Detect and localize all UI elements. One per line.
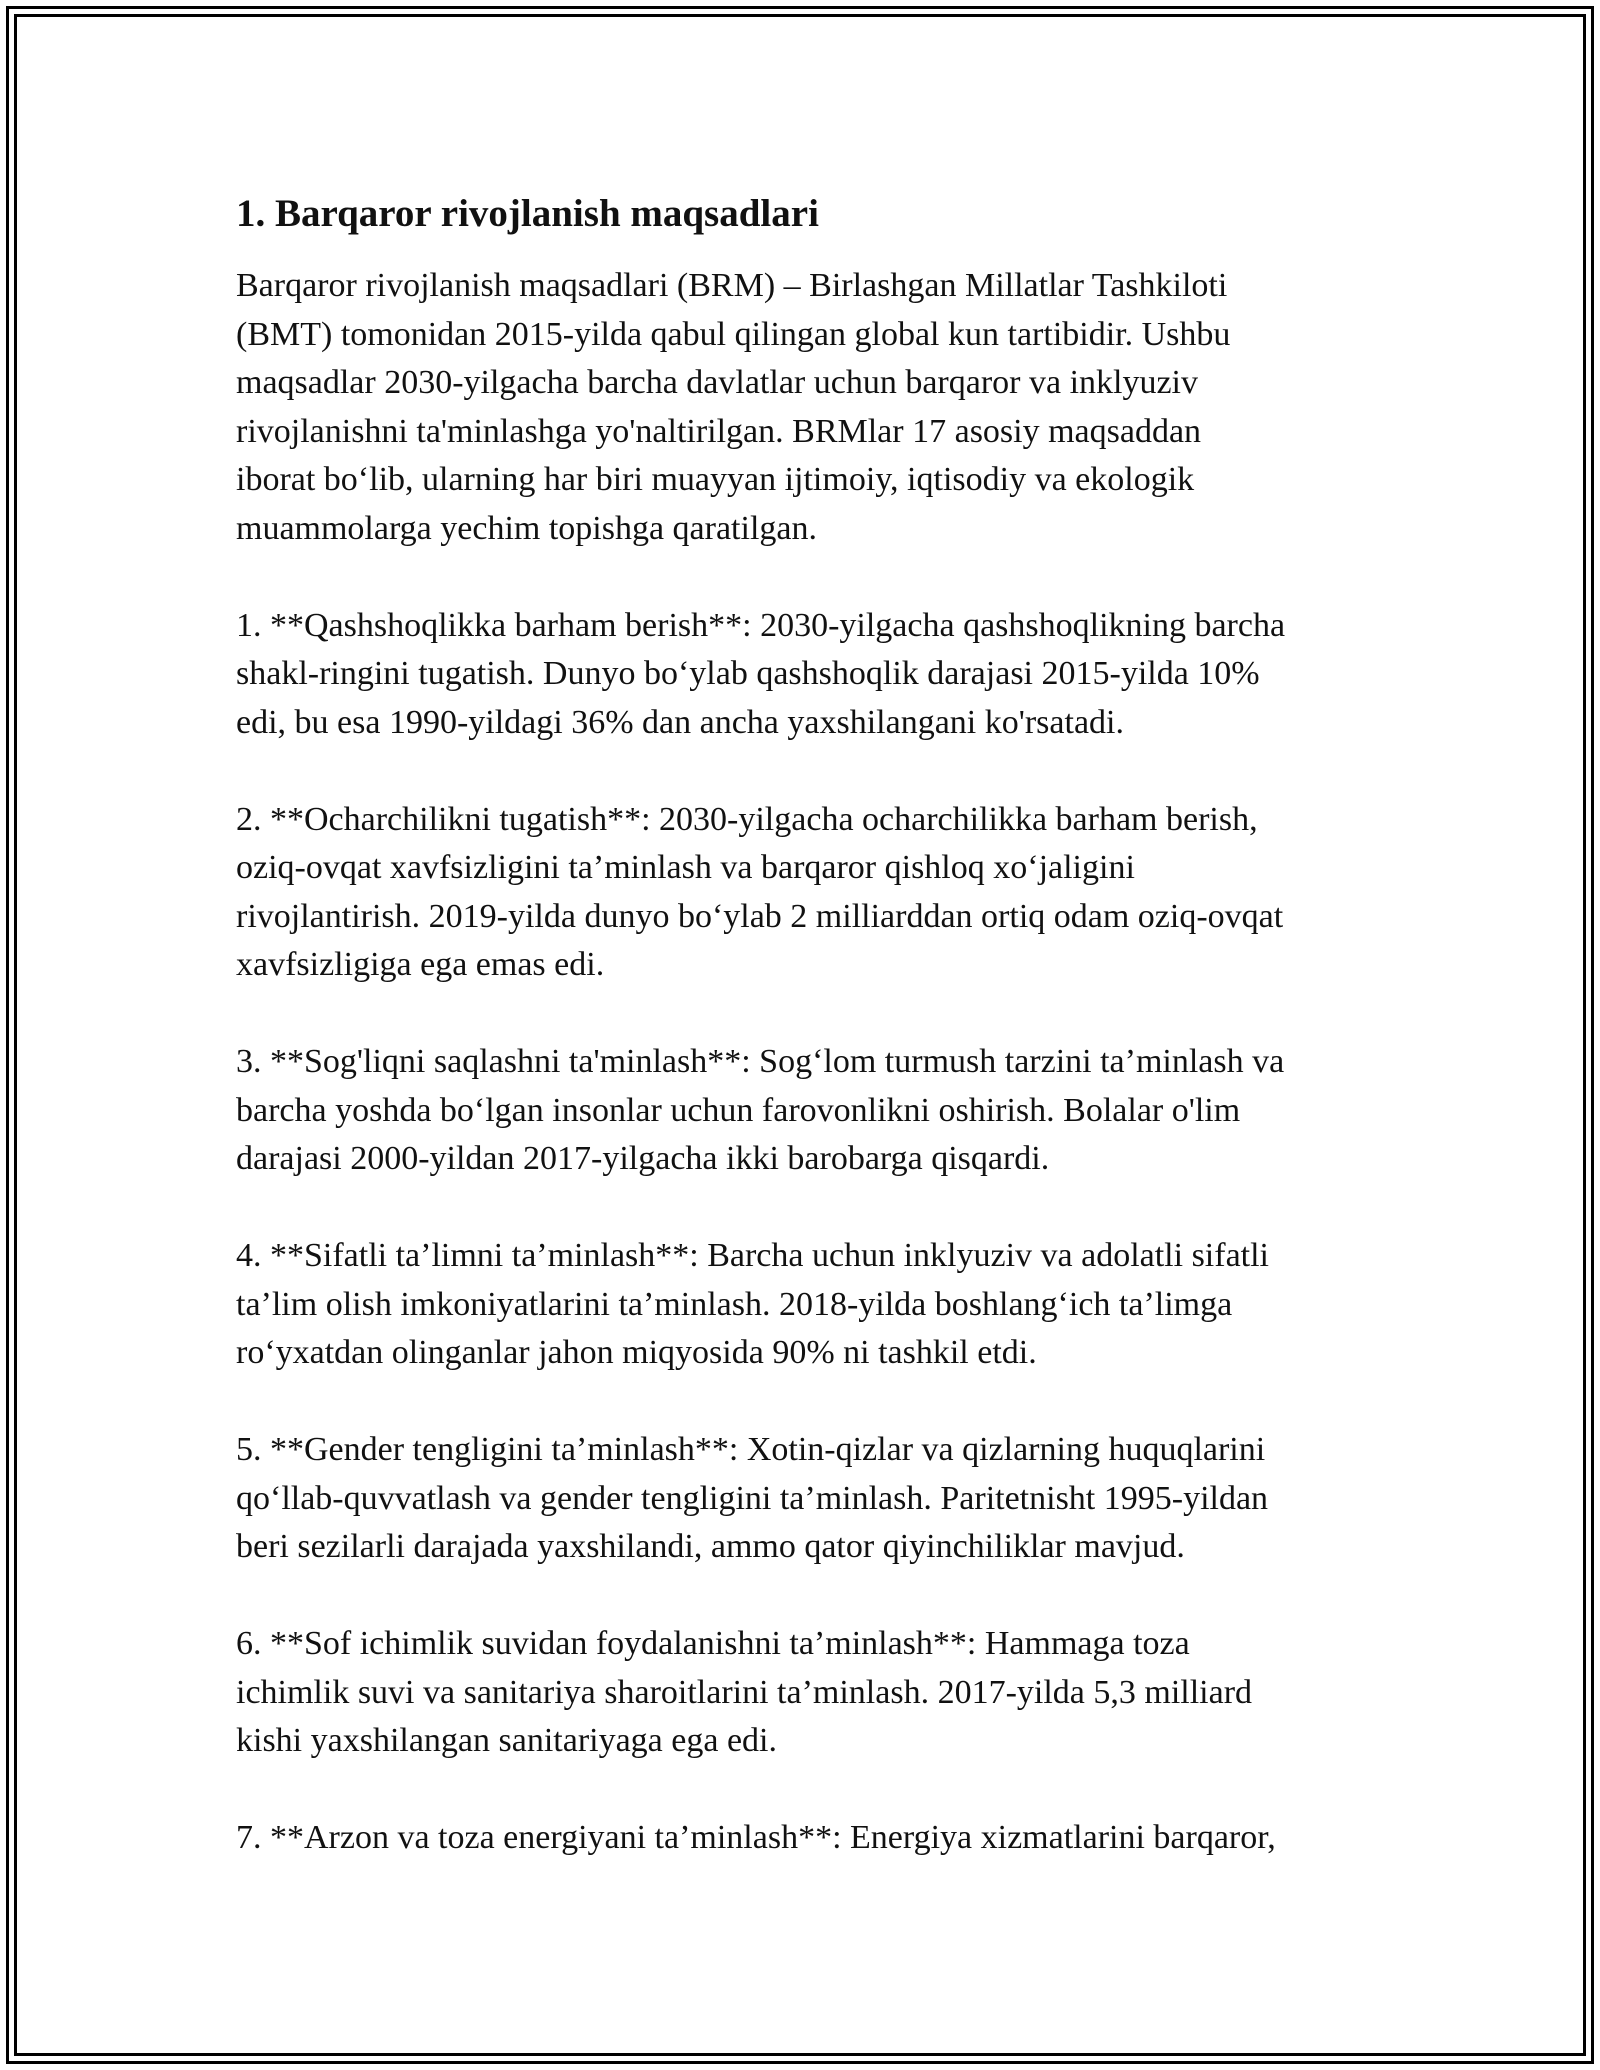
goal-6-paragraph: 6. **Sof ichimlik suvidan foydalanishni ta’minlash**: Hammaga toza ichimlik suvi va sanitariya sharoitlarini ta’minlash. 2017-yilda 5,3 milliard kishi yaxshilangan sanitariyaga ega edi.: [236, 1625, 1253, 1759]
goal-4-paragraph: 4. **Sifatli ta’limni ta’minlash**: Barcha uchun inklyuziv va adolatli sifatli ta’lim olish imkoniyatlarini ta’minlash. 2018-yilda boshlang‘ich ta’limga ro‘yxatdan olinganlar jahon miqyosida 90% ni tashkil etdi.: [236, 1237, 1269, 1371]
section-heading: 1. Barqaror rivojlanish maqsadlari: [236, 192, 819, 235]
goal-2-paragraph: 2. **Ocharchilikni tugatish**: 2030-yilgacha ocharchilikka barham berish, oziq-ovqat xavfsizligini ta’minlash va barqaror qishloq xo‘jaligini rivojlantirish. 2019-yilda dunyo bo‘ylab 2 milliarddan ortiq odam oziq-ovqat xavfsizligiga ega emas edi.: [236, 800, 1284, 983]
intro-paragraph: Barqaror rivojlanish maqsadlari (BRM) – Birlashgan Millatlar Tashkiloti (BMT) tomonidan 2015-yilda qabul qilingan global kun tartibidir. Ushbu maqsadlar 2030-yilgacha barcha davlatlar uchun barqaror va inklyuziv rivojlanishni ta'minlashga yo'naltirilgan. BRMlar 17 asosiy maqsaddan iborat bo‘lib, ularning har biri muayyan ijtimoiy, iqtisodiy va ekologik muammolarga yechim topishga qaratilgan.: [236, 267, 1231, 547]
document-body: [236, 186, 1386, 1911]
goal-3-paragraph: 3. **Sog'liqni saqlashni ta'minlash**: Sog‘lom turmush tarzini ta’minlash va barcha yoshda bo‘lgan insonlar uchun farovonlikni oshirish. Bolalar o'lim darajasi 2000-yildan 2017-yilgacha ikki barobarga qisqardi.: [236, 1043, 1285, 1177]
goal-7-paragraph: 7. **Arzon va toza energiyani ta’minlash**: Energiya xizmatlarini barqaror,: [236, 1819, 1276, 1856]
goal-1-paragraph: 1. **Qashshoqlikka barham berish**: 2030-yilgacha qashshoqlikning barcha shakl-ringini tugatish. Dunyo bo‘ylab qashshoqlik darajasi 2015-yilda 10% edi, bu esa 1990-yildagi 36% dan ancha yaxshilangani ko'rsatadi.: [236, 606, 1286, 741]
goal-5-paragraph: 5. **Gender tengligini ta’minlash**: Xotin-qizlar va qizlarning huquqlarini qo‘llab-quvvatlash va gender tengligini ta’minlash. Paritetnisht 1995-yildan beri sezilarli darajada yaxshilandi, ammo qator qiyinchiliklar mavjud.: [236, 1431, 1269, 1565]
